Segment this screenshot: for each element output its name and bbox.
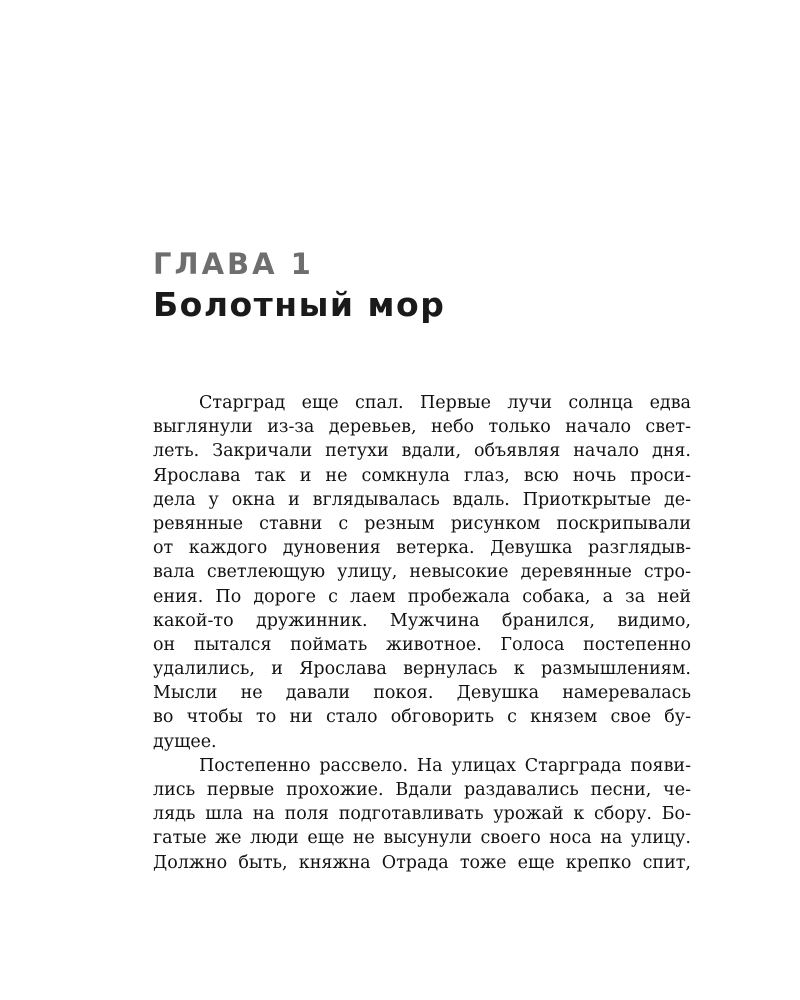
chapter-number: ГЛАВА 1 <box>153 247 314 281</box>
text-line: во чтобы то ни стало обговорить с князем свое бу- <box>153 707 691 728</box>
text-line: он пытался поймать животное. Голоса постепенно <box>153 634 691 655</box>
text-line: Ярослава так и не сомкнула глаз, всю ночь проси- <box>153 465 691 486</box>
text-line: от каждого дуновения ветерка. Девушка разглядыв- <box>153 538 691 559</box>
text-line: леть. Закричали петухи вдали, объявляя начало дня. <box>153 441 691 462</box>
text-line: какой-то дружинник. Мужчина бранился, видимо, <box>153 610 691 631</box>
text-line: лись первые прохожие. Вдали раздавались песни, че- <box>153 780 691 800</box>
text-line: гатые же люди еще не высунули своего носа на улицу. <box>153 828 691 849</box>
text-line: дела у окна и вглядывалась вдаль. Приоткрытые де- <box>153 489 691 510</box>
text-line: выглянули из-за деревьев, небо только начало свет- <box>153 417 691 438</box>
text-line: вала светлеющую улицу, невысокие деревянные стро- <box>153 562 691 583</box>
text-line: Постепенно рассвело. На улицах Старграда появи- <box>199 755 691 776</box>
text-line: лядь шла на поля подготавливать урожай к сбору. Бо- <box>153 804 691 825</box>
text-line: дущее. <box>153 731 217 752</box>
text-line: Должно быть, княжна Отрада тоже еще крепко спит, <box>153 852 691 873</box>
text-line: удалились, и Ярослава вернулась к размышлениям. <box>153 659 691 680</box>
text-line: ения. По дороге с лаем пробежала собака, а за ней <box>153 586 691 607</box>
text-line: Мысли не давали покоя. Девушка намеревалась <box>153 683 691 704</box>
text-line: Старград еще спал. Первые лучи солнца едва <box>199 393 691 413</box>
text-line: ревянные ставни с резным рисунком поскрипывали <box>153 513 691 534</box>
chapter-body <box>153 391 691 875</box>
chapter-title: Болотный мор <box>153 285 446 324</box>
